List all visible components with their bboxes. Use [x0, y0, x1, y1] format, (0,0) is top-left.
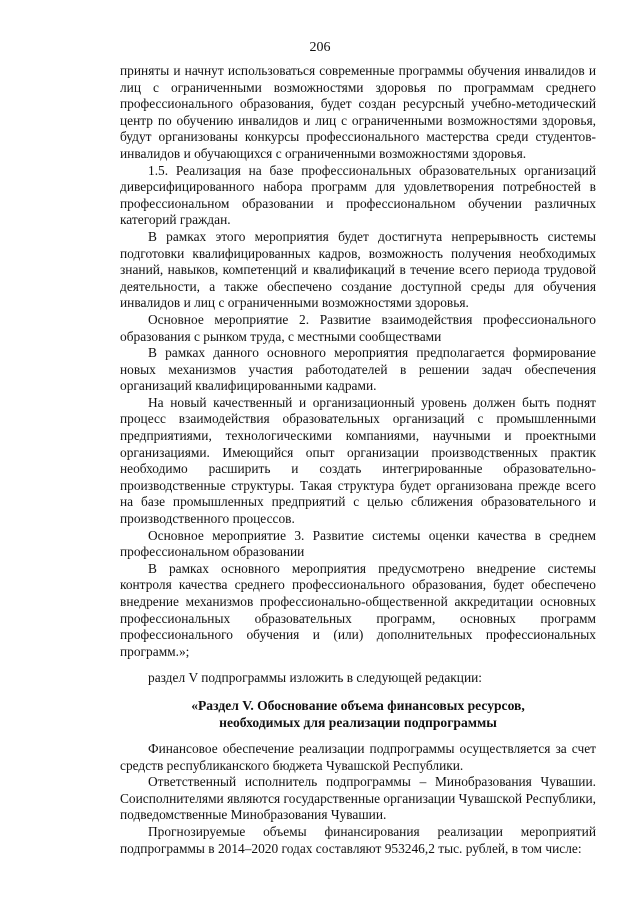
document-body [120, 63, 596, 857]
paragraph-funding: Финансовое обеспечение реализации подпрограммы осуществляется за счет средств республиканского бюджета Чувашской Республики. [120, 740, 596, 773]
paragraph-main-activity-3: Основное мероприятие 3. Развитие системы оценки качества в среднем профессиональном образовании [120, 527, 596, 560]
section-heading-line-1: «Раздел V. Обоснование объема финансовых ресурсов, [191, 697, 525, 713]
paragraph-instruction: раздел V подпрограммы изложить в следующей редакции: [148, 670, 483, 686]
paragraph-main-activity-2: Основное мероприятие 2. Развитие взаимодействия профессионального образования с рынком труда, с местными сообществами [120, 311, 596, 344]
spacer [120, 731, 596, 741]
paragraph-forecast: Прогнозируемые объемы финансирования реализации мероприятий подпрограммы в 2014–2020 годах составляют 953246,2 тыс. рублей, в том числе: [120, 823, 596, 856]
paragraph-employers: В рамках данного основного мероприятия предполагается формирование новых механизмов участия работодателей в решении задач обеспечения организаций квалифицированными кадрами. [120, 345, 596, 394]
paragraph-executor: Ответственный исполнитель подпрограммы – Минобразования Чувашии. Соисполнителями являются государственные организации Чувашской Республики, подведомственные Минобразования Чувашии. [120, 774, 596, 823]
spacer [120, 660, 596, 670]
paragraph-interaction: На новый качественный и организационный уровень должен быть поднят процесс взаимодействия образовательных организаций с промышленными предприятиями, технологическими компаниями, научными и проектными организациями. Имеющийся опыт организации производственных практик необходимо расширить и создать интегрированные образовательно-производственные структуры. Такая структура будет организована прежде всего на базе промышленных предприятий с целью сближения образовательного и производственного процессов. [120, 394, 596, 527]
section-heading-line-2: необходимых для реализации подпрограммы [219, 714, 497, 730]
paragraph-continuation: приняты и начнут использоваться современные программы обучения инвалидов и лиц с ограниченными возможностями здоровья по программам среднего профессионального образования, будет создан ресурсный учебно-методический центр по обучению инвалидов и лиц с ограниченными возможностями здоровья, будут организованы конкурсы профессионального мастерства среди студентов-инвалидов и обучающихся с ограниченными возможностями здоровья. [120, 63, 596, 161]
paragraph-continuity: В рамках этого мероприятия будет достигнута непрерывность системы подготовки квалифицированных кадров, возможность получения необходимых знаний, навыков, компетенций и квалификаций в течение всего периода трудовой деятельности, а также обеспечено создание доступной среды для обучения инвалидов и лиц с ограниченными возможностями здоровья. [120, 228, 596, 311]
spacer [120, 687, 596, 697]
paragraph-item-1-5: 1.5. Реализация на базе профессиональных образовательных организаций диверсифицированного набора программ для удовлетворения потребностей в профессиональном образовании и профессиональном обучении различных категорий граждан. [120, 162, 596, 228]
page-number: 206 [309, 40, 331, 55]
paragraph-quality-control: В рамках основного мероприятия предусмотрено внедрение системы контроля качества среднего профессионального образования, будет обеспечено внедрение механизмов профессионально-общественной аккредитации основных профессиональных образовательных программ, основных программ профессионального обучения и (или) дополнительных профессиональных программ.»; [120, 560, 596, 659]
